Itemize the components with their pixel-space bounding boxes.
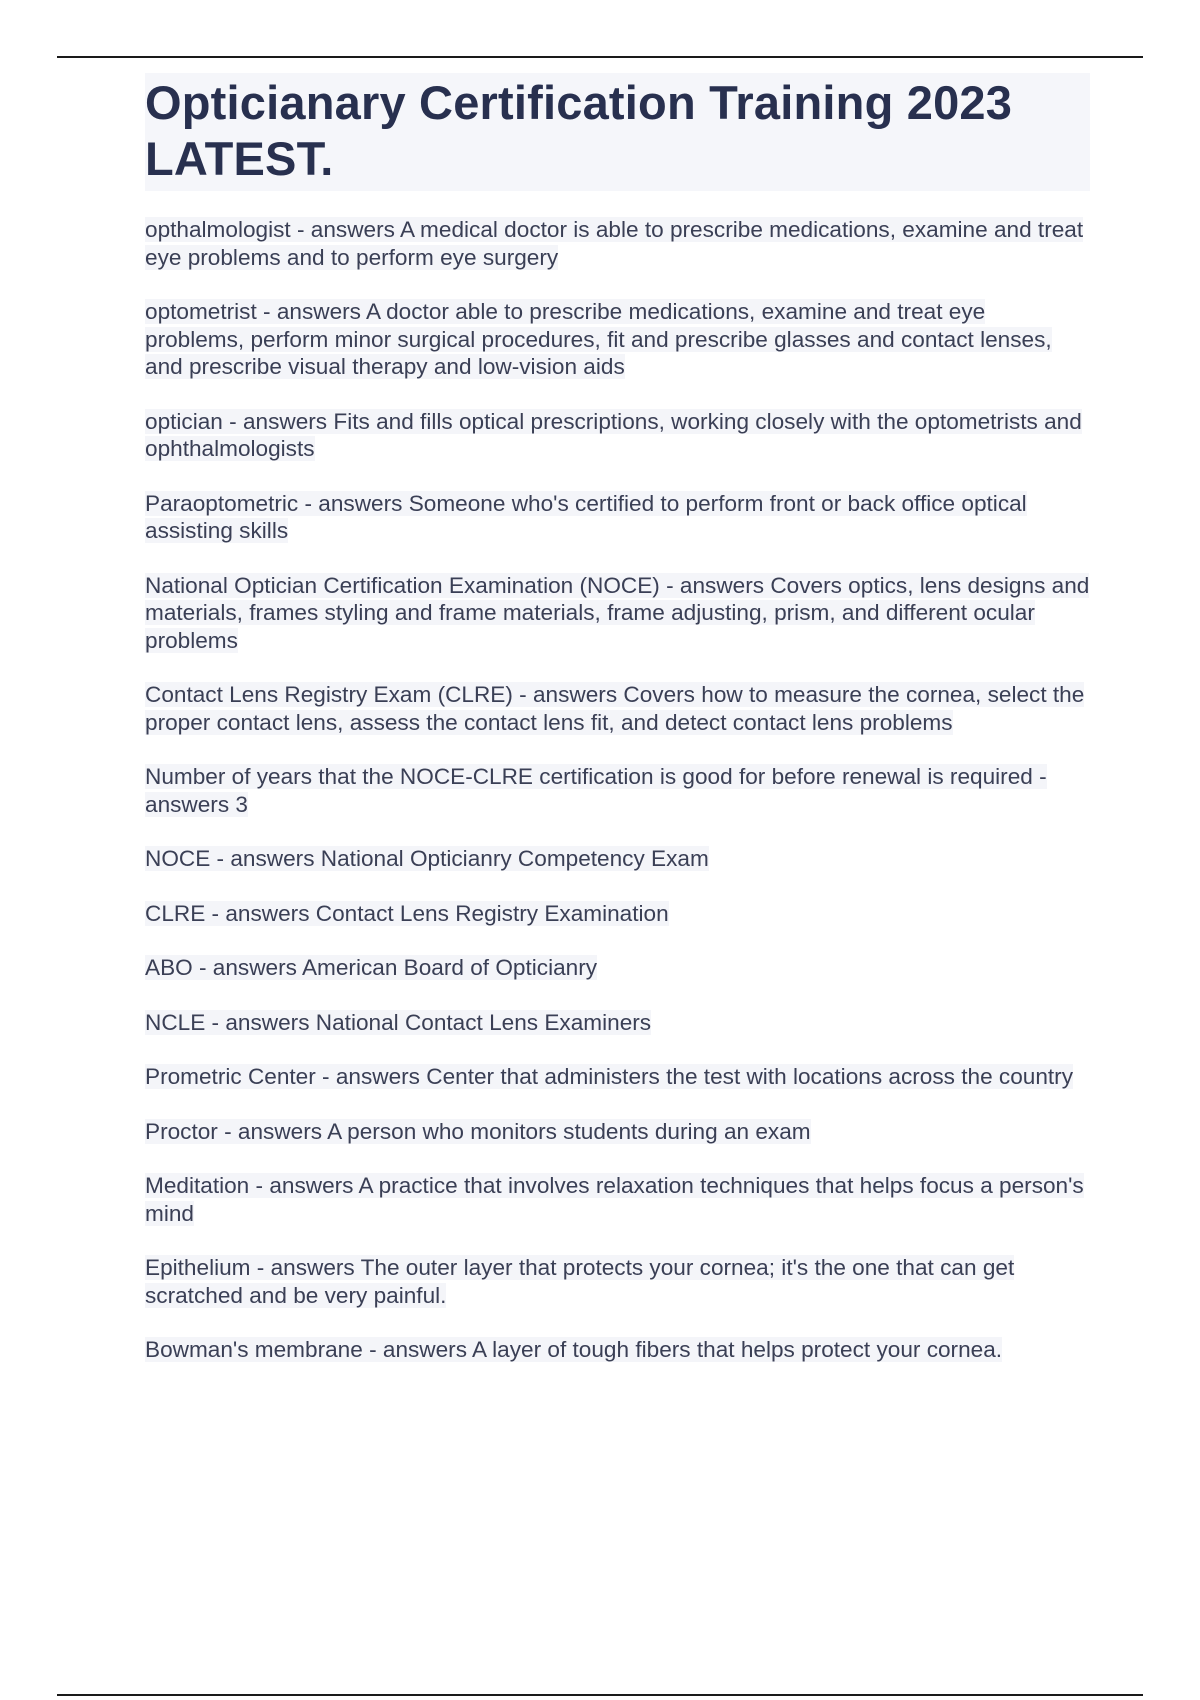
- list-item: [145, 216, 1090, 271]
- entry-separator: - answers: [362, 1337, 473, 1362]
- entry-definition: A medical doctor is able to prescribe medications, examine and treat eye problems and to perform eye surgery: [145, 217, 1084, 270]
- entry-term: CLRE: [145, 900, 206, 926]
- list-item: [145, 408, 1090, 463]
- entry-term: Paraoptometric: [145, 490, 299, 516]
- entry-definition: Covers optics, lens designs and materials, frames styling and frame materials, frame adjusting, prism, and different ocular problems: [145, 572, 1090, 653]
- entry-definition: The outer layer that protects your cornea; it's the one that can get scratched and be very painful.: [145, 1255, 1015, 1308]
- list-item: [145, 1254, 1090, 1309]
- list-item: [145, 900, 1090, 928]
- entry-definition: Center that administers the test with locations across the country: [426, 1064, 1074, 1089]
- entry-definition: National Opticianry Competency Exam: [320, 846, 709, 871]
- entry-definition: Someone who's certified to perform front or back office optical assisting skills: [145, 490, 1027, 543]
- entry-definition: Covers how to measure the cornea, select the proper contact lens, assess the contact lens fit, and detect contact lens problems: [145, 682, 1085, 735]
- bottom-rule: [57, 1694, 1143, 1696]
- list-item: [145, 954, 1090, 982]
- entry-separator: - answers: [192, 955, 302, 980]
- list-item: [145, 1118, 1090, 1146]
- page-title: Opticianary Certification Training 2023 LATEST.: [145, 73, 1090, 191]
- entry-definition: A practice that involves relaxation techniques that helps focus a person's mind: [145, 1173, 1084, 1226]
- entry-term: NOCE: [145, 846, 211, 871]
- entry-definition: 3: [235, 791, 248, 817]
- entry-separator: - answers: [145, 764, 1047, 817]
- entry-separator: - answers: [249, 1173, 359, 1198]
- entry-separator: - answers: [256, 299, 367, 324]
- list-item: [145, 763, 1090, 818]
- list-item: [145, 572, 1090, 655]
- entry-term: NCLE: [145, 1009, 206, 1035]
- entry-term: Proctor: [145, 1118, 218, 1144]
- entry-separator: - answers: [210, 846, 321, 871]
- list-item: [145, 845, 1090, 873]
- entry-term: Number of years that the NOCE-CLRE certification is good for before renewal is required: [145, 764, 1033, 789]
- entry-term: Prometric Center: [145, 1064, 316, 1089]
- entry-list: [145, 216, 1090, 1364]
- entry-separator: - answers: [512, 682, 624, 707]
- entry-separator: - answers: [222, 408, 334, 434]
- entry-separator: - answers: [659, 572, 771, 598]
- entry-separator: - answers: [250, 1255, 361, 1280]
- entry-term: National Optician Certification Examination (NOCE): [145, 572, 660, 598]
- entry-term: opthalmologist: [145, 217, 291, 242]
- list-item: [145, 1336, 1090, 1364]
- entry-separator: - answers: [315, 1064, 427, 1089]
- entry-separator: - answers: [205, 900, 316, 926]
- entry-term: Epithelium: [145, 1255, 251, 1280]
- entry-term: optometrist: [145, 299, 257, 324]
- list-item: [145, 298, 1090, 381]
- entry-term: Contact Lens Registry Exam (CLRE): [145, 682, 513, 707]
- entry-definition: American Board of Opticianry: [301, 955, 598, 980]
- document-body: [145, 73, 1090, 1391]
- entry-term: Bowman's membrane: [145, 1337, 363, 1362]
- entry-definition: A doctor able to prescribe medications, examine and treat eye problems, perform minor surgical procedures, fit and prescribe glasses and contact lenses, and prescribe visual therapy and low-vision aids: [145, 299, 1052, 379]
- entry-term: optician: [145, 408, 223, 434]
- list-item: [145, 681, 1090, 736]
- list-item: [145, 490, 1090, 545]
- entry-definition: National Contact Lens Examiners: [315, 1009, 652, 1035]
- entry-term: ABO: [145, 955, 193, 980]
- list-item: [145, 1063, 1090, 1091]
- entry-definition: Fits and fills optical prescriptions, working closely with the optometrists and ophthalmologists: [145, 408, 1082, 461]
- top-rule: [57, 56, 1143, 58]
- entry-separator: - answers: [217, 1118, 328, 1144]
- list-item: [145, 1172, 1090, 1227]
- entry-definition: A layer of tough fibers that helps protect your cornea.: [472, 1337, 1003, 1362]
- entry-term: Meditation: [145, 1173, 250, 1198]
- entry-separator: - answers: [205, 1009, 316, 1035]
- entry-definition: A person who monitors students during an exam: [327, 1118, 811, 1144]
- entry-separator: - answers: [298, 490, 409, 516]
- entry-separator: - answers: [290, 217, 400, 242]
- entry-definition: Contact Lens Registry Examination: [315, 900, 669, 926]
- list-item: [145, 1009, 1090, 1037]
